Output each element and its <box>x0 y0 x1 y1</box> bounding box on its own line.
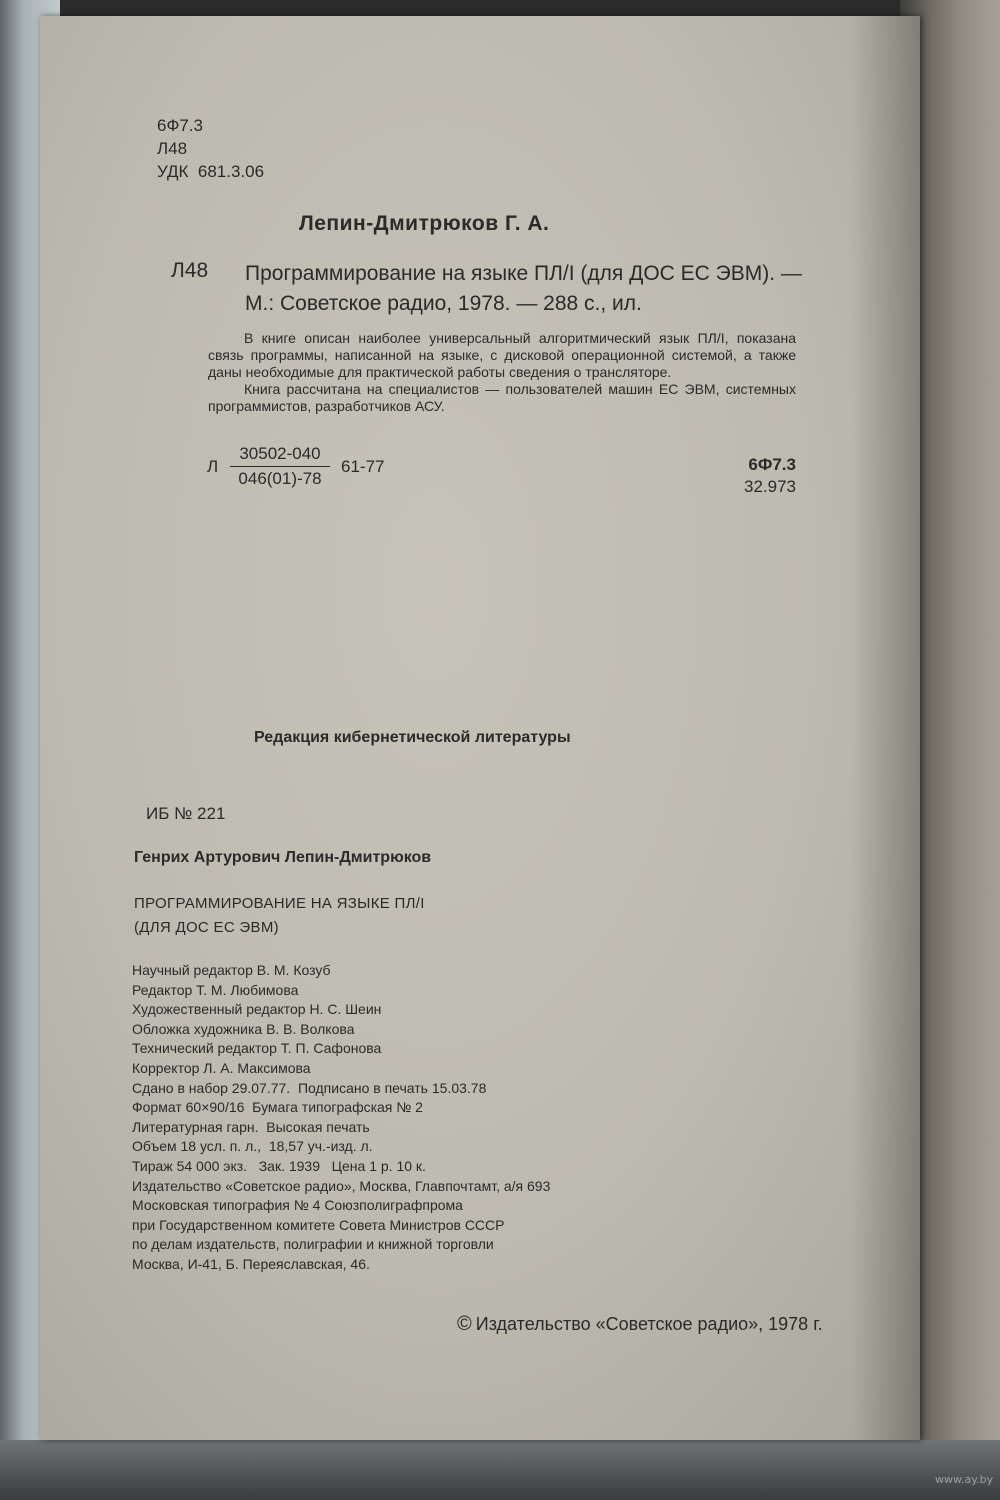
bbk-right-bottom: 32.973 <box>744 477 796 496</box>
book-page <box>40 16 920 1440</box>
classification-codes <box>157 114 264 183</box>
imprint-line: Обложка художника В. В. Волкова <box>132 1020 355 1037</box>
annotation <box>208 330 796 415</box>
code-udk: УДК 681.3.06 <box>157 162 265 181</box>
imprint-line: Московская типография № 4 Союзполиграфпрома <box>132 1197 463 1214</box>
imprint-line: по делам издательств, полиграфии и книжной торговли <box>132 1236 494 1253</box>
bbk-code: 61-77 <box>341 457 385 476</box>
imprint-line: Литературная гарн. Высокая печать <box>132 1118 370 1135</box>
imprint-line: Издательство «Советское радио», Москва, Главпочтамт, а/я 693 <box>132 1177 551 1194</box>
bbk-right-top: 6Ф7.3 <box>748 455 796 474</box>
bbk-fraction <box>230 444 330 489</box>
copyright-line <box>457 1313 823 1336</box>
title-uppercase <box>134 892 425 940</box>
imprint-line: Объем 18 усл. п. л., 18,57 уч.-изд. л. <box>132 1138 373 1155</box>
imprint-line: Корректор Л. А. Максимова <box>132 1059 311 1076</box>
bbk-denominator: 046(01)-78 <box>238 469 322 488</box>
bbk-numerator: 30502-040 <box>230 444 330 467</box>
entry-id: Л48 <box>171 259 209 282</box>
imprint-line: Редактор Т. М. Любимова <box>132 981 299 998</box>
imprint-line: Формат 60×90/16 Бумага типографская № 2 <box>132 1099 423 1116</box>
copyright-symbol: © <box>457 1313 472 1335</box>
imprint-line: Научный редактор В. М. Козуб <box>132 962 331 978</box>
imprint-line: Москва, И-41, Б. Переяславская, 46. <box>132 1255 370 1272</box>
copyright-text: Издательство «Советское радио», 1978 г. <box>475 1314 823 1334</box>
author-full-name: Генрих Артурович Лепин-Дмитрюков <box>134 849 432 866</box>
annotation-paragraph: Книга рассчитана на специалистов — пользователей машин ЕС ЭВМ, системных программистов, разработчиков АСУ. <box>208 381 796 414</box>
site-watermark: www.ay.by <box>935 1473 994 1486</box>
annotation-paragraph: В книге описан наиболее универсальный алгоритмический язык ПЛ/I, показана связь программы, написанной на языке, с дисковой операционной системой, а также даны необходимые для практической работы сведения о трансляторе. <box>208 330 796 380</box>
title-line: (ДЛЯ ДОС ЕС ЭВМ) <box>134 919 279 936</box>
entry-title: Программирование на языке ПЛ/I (для ДОС ЕС ЭВМ). — М.: Советское радио, 1978. — 288 с., ил. <box>245 262 802 315</box>
ib-number: ИБ № 221 <box>146 804 226 823</box>
background-bottom <box>0 1440 1000 1500</box>
code-author-mark: Л48 <box>157 139 188 158</box>
title-line: ПРОГРАММИРОВАНИЕ НА ЯЗЫКЕ ПЛ/I <box>134 895 425 912</box>
author-heading: Лепин-Дмитрюков Г. А. <box>299 212 550 235</box>
imprint-line: Технический редактор Т. П. Сафонова <box>132 1040 382 1057</box>
imprint-line: Тираж 54 000 экз. Зак. 1939 Цена 1 р. 10 к. <box>132 1157 426 1174</box>
editorial-office: Редакция кибернетической литературы <box>254 729 571 746</box>
imprint-line: при Государственном комитете Совета Министров СССР <box>132 1216 505 1233</box>
imprint-block <box>132 961 550 1275</box>
code-bbk: 6Ф7.3 <box>157 116 204 135</box>
bbk-letter: Л <box>207 457 219 476</box>
imprint-line: Сдано в набор 29.07.77. Подписано в печать 15.03.78 <box>132 1079 487 1096</box>
bbk-right-codes <box>712 454 796 498</box>
imprint-line: Художественный редактор Н. С. Шеин <box>132 1001 382 1018</box>
